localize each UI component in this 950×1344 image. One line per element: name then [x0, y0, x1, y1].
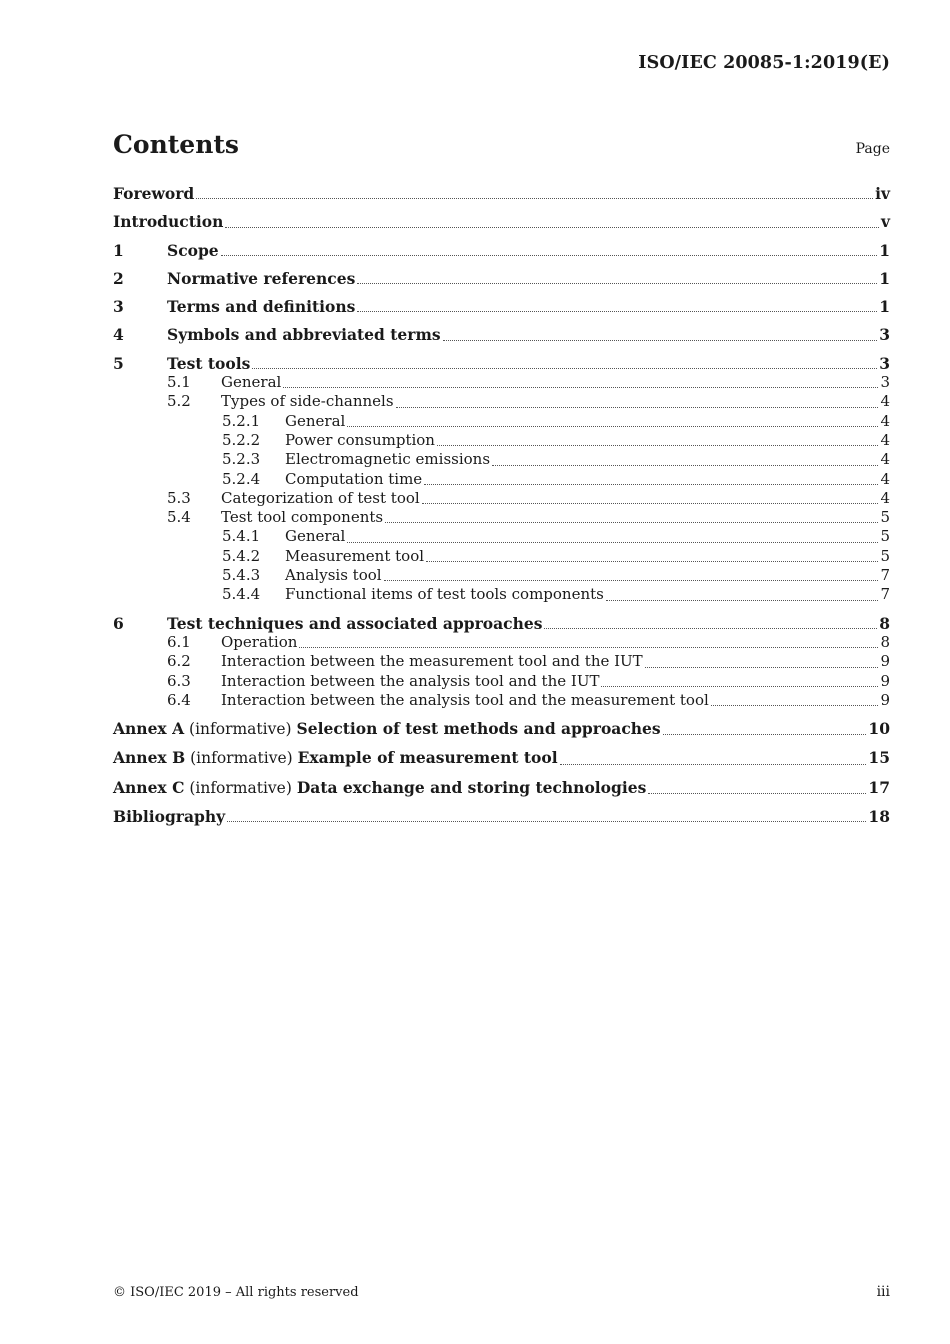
dot-leader [443, 339, 878, 341]
toc-entry-label: Bibliography [113, 807, 226, 827]
toc-entry-page: 3 [879, 325, 890, 345]
toc-entry-page: 18 [868, 807, 890, 827]
toc-entry[interactable] [113, 614, 890, 633]
toc-entry-page: 4 [880, 430, 890, 449]
toc-entry-label: Types of side-channels [221, 392, 394, 411]
toc-entry-page: 7 [880, 585, 890, 604]
title-row [113, 130, 890, 159]
toc-entry-label: Functional items of test tools components [285, 585, 604, 604]
toc-entry-label: Electromagnetic emissions [285, 450, 491, 469]
toc-entry[interactable] [113, 691, 890, 710]
toc-entry[interactable] [113, 778, 890, 798]
toc-entry-label: General [285, 411, 346, 430]
toc-entry-page: 1 [879, 268, 890, 288]
document-id: ISO/IEC 20085-1:2019(E) [638, 53, 890, 73]
dot-leader [645, 666, 879, 668]
toc-entry-label: Operation [221, 632, 298, 651]
dot-leader [299, 646, 878, 648]
toc-entry[interactable] [113, 431, 890, 450]
toc-entry-page: 4 [880, 392, 890, 411]
toc-entry-page: 3 [880, 373, 890, 392]
toc-entry-label: Scope [167, 240, 219, 260]
toc-entry-page: v [880, 212, 890, 232]
toc-entry[interactable] [113, 325, 890, 344]
annex-note: (informative) [184, 778, 297, 797]
dot-leader [227, 820, 866, 822]
toc-entry-number: 4 [113, 325, 124, 345]
dot-leader [221, 254, 878, 256]
dot-leader [544, 627, 877, 629]
toc-entry-page: 9 [880, 652, 890, 671]
page-number: iii [876, 1284, 890, 1300]
toc-entry-page: 17 [868, 777, 890, 797]
dot-leader [357, 282, 877, 284]
toc-entry-number: 2 [113, 268, 124, 288]
dot-leader [347, 425, 878, 427]
annex-title: Selection of test methods and approaches [296, 719, 661, 739]
toc-entry-number: 6 [113, 613, 124, 633]
toc-entry[interactable] [113, 719, 890, 739]
toc-entry-page: 9 [880, 690, 890, 709]
toc-entry-page: 4 [880, 488, 890, 507]
toc-entry-label: Symbols and abbreviated terms [167, 325, 441, 345]
dot-leader [426, 560, 878, 562]
toc-entry-label [113, 748, 558, 768]
dot-leader [648, 792, 866, 794]
toc-entry-label: General [285, 527, 346, 546]
dot-leader [396, 406, 879, 408]
dot-leader [606, 599, 879, 601]
toc-entry-label: Computation time [285, 469, 423, 488]
toc-entry[interactable] [113, 269, 890, 288]
toc-entry-page: 8 [879, 613, 890, 633]
toc-entry-number: 6.2 [167, 652, 191, 671]
toc-entry-page: 7 [880, 566, 890, 585]
toc-entry-label: Test tools [167, 353, 251, 373]
dot-leader [225, 226, 879, 228]
toc-entry[interactable] [113, 748, 890, 768]
toc-entry[interactable] [113, 354, 890, 373]
toc-entry-page: 8 [880, 632, 890, 651]
toc-entry[interactable] [113, 470, 890, 489]
toc-entry-number: 3 [113, 297, 124, 317]
toc-entry[interactable] [113, 489, 890, 508]
toc-entry-page: 4 [880, 450, 890, 469]
toc-entry-number: 5.1 [167, 373, 191, 392]
toc-entry-label: Interaction between the analysis tool and the IUT [221, 671, 600, 690]
toc-entry-number: 1 [113, 240, 124, 260]
dot-leader [196, 197, 873, 199]
toc-entry[interactable] [113, 450, 890, 469]
toc-entry-page: 3 [879, 353, 890, 373]
toc-entry-number: 6.1 [167, 632, 191, 651]
copyright-notice: © ISO/IEC 2019 – All rights reserved [113, 1285, 359, 1300]
toc-entry-page: 1 [879, 240, 890, 260]
dot-leader [283, 386, 878, 388]
dot-leader [252, 367, 877, 369]
toc-entry-label: Interaction between the measurement tool and the IUT [221, 652, 643, 671]
toc-entry-number: 5.2.2 [222, 430, 261, 449]
page-column-label: Page [855, 141, 890, 157]
toc-entry-label [113, 719, 661, 739]
toc-entry-page: 5 [880, 527, 890, 546]
toc-entry[interactable] [113, 807, 890, 826]
toc-entry-page: 5 [880, 546, 890, 565]
toc-entry-page: 15 [868, 748, 890, 768]
toc-entry-page: 4 [880, 469, 890, 488]
toc-entry-label: General [221, 373, 282, 392]
annex-title: Example of measurement tool [297, 748, 558, 768]
toc-entry[interactable] [113, 212, 890, 231]
toc-entry-label: Terms and definitions [167, 297, 356, 317]
toc-entry-number: 5.4.3 [222, 566, 261, 585]
dot-leader [384, 579, 879, 581]
toc-entry[interactable] [113, 392, 890, 411]
annex-note: (informative) [184, 720, 297, 739]
toc-entry-number: 5.4.2 [222, 546, 261, 565]
toc-entry-label: Normative references [167, 268, 356, 288]
toc-entry[interactable] [113, 527, 890, 546]
toc-entry[interactable] [113, 184, 890, 203]
toc-entry[interactable] [113, 412, 890, 431]
toc-entry-number: 5.4 [167, 508, 191, 527]
dot-leader [560, 763, 867, 765]
dot-leader [357, 310, 877, 312]
toc-entry-page: 10 [868, 719, 890, 739]
toc-entry-label: Measurement tool [285, 546, 425, 565]
dot-leader [663, 733, 867, 735]
annex-note: (informative) [185, 749, 298, 768]
toc-entry-page: 1 [879, 297, 890, 317]
annex-prefix: Annex A [113, 719, 185, 739]
toc-entry-number: 5.4.1 [222, 527, 261, 546]
toc-entry-number: 5.4.4 [222, 585, 261, 604]
toc-entry[interactable] [113, 633, 890, 652]
toc-entry-number: 5.2.3 [222, 450, 261, 469]
toc-entry-page: 5 [880, 508, 890, 527]
toc-entry-label: Categorization of test tool [221, 488, 420, 507]
toc-entry-page: 4 [880, 411, 890, 430]
toc-entry-label: Power consumption [285, 430, 435, 449]
toc-entry-label [113, 778, 646, 798]
toc-entry-page: 9 [880, 671, 890, 690]
page-title: Contents [113, 130, 240, 159]
dot-leader [492, 464, 878, 466]
toc-entry[interactable] [113, 508, 890, 527]
toc-entry[interactable] [113, 585, 890, 604]
dot-leader [601, 685, 878, 687]
toc-entry-number: 5.2.1 [222, 411, 261, 430]
toc-entry-number: 6.3 [167, 671, 191, 690]
dot-leader [711, 704, 879, 706]
dot-leader [385, 521, 878, 523]
toc-entry-label: Test tool components [221, 508, 384, 527]
toc-entry-label: Introduction [113, 212, 224, 232]
dot-leader [424, 483, 878, 485]
toc-entry-label: Interaction between the analysis tool and the measurement tool [221, 690, 709, 709]
toc-entry[interactable] [113, 566, 890, 585]
toc-entry-page: iv [875, 184, 890, 203]
toc-entry[interactable] [113, 241, 890, 260]
toc-entry-label: Test techniques and associated approaches [167, 613, 543, 633]
toc-entry-label: Analysis tool [285, 566, 382, 585]
toc-entry-number: 5.3 [167, 488, 191, 507]
dot-leader [347, 541, 878, 543]
toc-entry[interactable] [113, 297, 890, 316]
annex-title: Data exchange and storing technologies [296, 777, 647, 797]
annex-prefix: Annex B [113, 748, 186, 768]
toc-entry[interactable] [113, 547, 890, 566]
dot-leader [437, 444, 878, 446]
toc-entry[interactable] [113, 652, 890, 671]
annex-prefix: Annex C [113, 777, 185, 797]
toc-entry-label: Foreword [113, 184, 195, 203]
toc-entry-number: 5 [113, 353, 124, 373]
dot-leader [422, 502, 879, 504]
toc-entry-number: 5.2 [167, 392, 191, 411]
toc-entry-number: 5.2.4 [222, 469, 261, 488]
toc-entry[interactable] [113, 672, 890, 691]
toc-entry[interactable] [113, 373, 890, 392]
toc-entry-number: 6.4 [167, 690, 191, 709]
table-of-contents [113, 184, 890, 826]
